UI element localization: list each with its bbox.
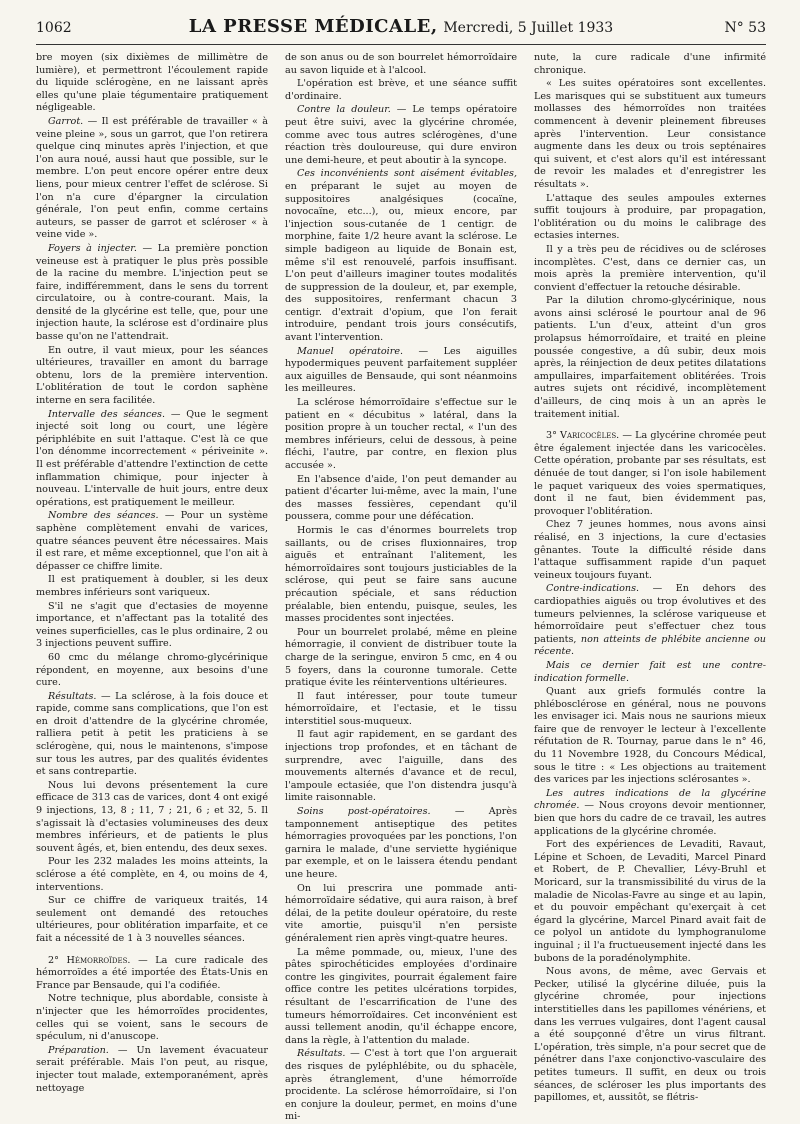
paragraph: Pour les 232 malades les moins atteints, la sclérose a été complète, en 4, ou moins de 4, interventions. xyxy=(36,856,268,893)
section-heading: 2° Hémorroïdes. xyxy=(48,954,131,966)
paragraph xyxy=(534,788,766,838)
paragraph: La sclérose hémorroïdaire s'effectue sur le patient en « décubitus » latéral, dans la position propre à un toucher rectal, « l'un des membres inférieurs, celui de dessous, à peine fléchi, l'autre, par contre, en flexion plus accusée ». xyxy=(285,397,517,471)
paragraph: Il y a très peu de récidives ou de scléroses incomplètes. C'est, dans ce dernier cas, un mois après la première intervention, qu'il convient d'effectuer la retouche désirable. xyxy=(534,243,766,293)
paragraph-text: — La glycérine chromée peut être également injectée dans les varicocèles. Cette opération, probante par ses résultats, est dénuée de tout danger, si l'on isole habilement le paquet variqueux des voies spermatiques, dont il ne faut, bien évidemment pas, provoquer l'oblitération. xyxy=(534,430,767,517)
paragraph xyxy=(36,955,268,993)
paragraph-text: — C'est à tort que l'on arguerait des risques de pyléphlébite, ou du sphacèle, après étranglement, d'une hémorroïde procidente. La sclérose hémorroïdaire, si l'on en conjure la douleur, permet, en moins d'une mi- xyxy=(285,1048,517,1123)
paragraph: Mais ce dernier fait est une contre-indication formelle. xyxy=(534,659,766,684)
section-spacer xyxy=(36,947,268,955)
paragraph: La même pommade, ou, mieux, l'une des pâtes spirochéticides employées d'ordinaire contre les gingivites, pourrait également faire office contre les petites ulcérations torpides, résultant de l'escarrification de l'une des tumeurs hémorroïdaires. Cet inconvénient est aussi tellement anodin, qu'il échappe encore, dans la règle, à l'attention du malade. xyxy=(285,946,517,1046)
paragraph: En outre, il vaut mieux, pour les séances ultérieures, travailler en amont du barrage obtenu, lors de la première intervention. L'oblitération de tout le cordon saphène interne en sera facilitée. xyxy=(36,344,268,407)
page-number: 1062 xyxy=(36,20,72,36)
paragraph: nute, la cure radicale d'une infirmité chronique. xyxy=(534,52,766,76)
paragraph-lead: Manuel opératoire. xyxy=(297,345,404,357)
paragraph-text: — Il est préférable de travailler « à veine pleine », sous un garrot, que l'on retirera quelque cinq minutes après l'injection, et que l'on aura noué, aussi haut que possible, sur le membre. L'on peut encore opérer entre deux liens, pour mieux centrer l'effet de sclérose. Si l'on n'a cure d'épargner la circulation générale, l'on peut enfin, comme certains auteurs, se passer de garrot et scléroser « à veine vide ». xyxy=(36,115,268,241)
paragraph-lead: Contre la douleur. xyxy=(297,104,391,116)
paragraph-lead: Garrot. xyxy=(48,115,84,127)
paragraph: On lui prescrira une pommade anti-hémorroïdaire sédative, qui aura raison, à bref délai, de la petite douleur opératoire, du reste vite amortie, puisqu'il n'en persiste généralement rien après vingt-quatre heures. xyxy=(285,882,517,944)
paragraph: Il est pratiquement à doubler, si les deux membres inférieurs sont variqueux. xyxy=(36,574,268,598)
paragraph-text: — Le temps opératoire peut être suivi, avec la glycérine chromée, comme avec tous autres sclérogènes, d'une réaction très douloureuse, qui dure environ une demi-heure, et peut aboutir à la syncope. xyxy=(285,104,518,166)
paragraph-lead: Soins post-opératoires. xyxy=(297,806,431,818)
issue-number: N° 53 xyxy=(724,20,766,36)
paragraph xyxy=(285,346,517,396)
paragraph: Par la dilution chromo-glycérinique, nous avons ainsi sclérosé le pourtour anal de 96 patients. L'un d'eux, atteint d'un gros prolapsus hémorroïdaire, et traité en pleine poussée congestive, a dû subir, deux mois après, la réinjection de deux petites dilatations ampullaires, imparfaitement oblitérées. Trois autres sujets ont récidivé, incomplètement d'ailleurs, de cinq mois à un an après le traitement initial. xyxy=(534,295,766,420)
paragraph: 60 cmc du mélange chromo-glycérinique répondent, en moyenne, aux besoins d'une cure. xyxy=(36,651,268,689)
paragraph: Nous avons, de même, avec Gervais et Pecker, utilisé la glycérine diluée, puis la glycérine chromée, pour injections interstitielles dans les papillomes vénériens, et dans les verrues vulgaires, dont l'agent causal a été soupçonné d'être un virus filtrant. L'opération, très simple, n'a pour secret que de pénétrer dans l'axe conjonctivo-vasculaire des petites tumeurs. Il suffit, en deux ou trois séances, de scléroser les plus importants des papillomes, et, aussitôt, se flétris- xyxy=(534,966,766,1104)
paragraph: Il faut intéresser, pour toute tumeur hémorroïdaire, et l'ectasie, et le tissu interstitiel sous-muqueux. xyxy=(285,690,517,727)
paragraph: Notre technique, plus abordable, consiste à n'injecter que les hémorroïdes procidentes, celles qui se voient, sans le secours de spéculum, ni d'anuscope. xyxy=(36,993,268,1043)
paragraph-lead: Résultats. xyxy=(297,1048,346,1060)
paragraph: Il faut agir rapidement, en se gardant des injections trop profondes, et en tâchant de surprendre, avec l'aiguille, dans des mouvements alternés d'avance et de recul, l'ampoule ectasiée, que l'on distendra jusqu'à limite raisonnable. xyxy=(285,729,517,804)
paragraph xyxy=(36,116,268,242)
paragraph: Fort des expériences de Levaditi, Ravaut, Lépine et Schoen, de Levaditi, Marcel Pinard et Robert, de P. Chevallier, Lévy-Bruhl et Moricard, sur la transmissibilité du virus de la maladie de Nicolas-Favre au singe et au lapin, et du pouvoir empêchant qu'exerçait à cet égard la glycérine, Marcel Pinard avait fait de ce polyol un antidote du lymphogranulome inguinal ; il l'a fructueusement injecté dans les bubons de la poradénolymphite. xyxy=(534,839,766,964)
column-1 xyxy=(36,52,268,1094)
paragraph: Pour un bourrelet prolabé, même en pleine hémorragie, il convient de distribuer toute la charge de la seringue, environ 5 cmc, en 4 ou 5 foyers, dans la couronne tumorale. Cette pratique évite les réinterventions ultérieures. xyxy=(285,626,517,689)
paragraph-text: — Les aiguilles hypodermiques peuvent parfaitement suppléer aux aiguilles de Bensaude, qui sont néanmoins les meilleures. xyxy=(285,345,517,395)
column-2 xyxy=(285,52,518,1123)
paragraph-lead: Nombre des séances. xyxy=(48,510,159,522)
paragraph: L'attaque des seules ampoules externes suffit toujours à produire, par propagation, l'oblitération ou du moins le calibrage des ectasies internes. xyxy=(534,192,766,242)
paragraph: Nous lui devons présentement la cure efficace de 313 cas de varices, dont 4 ont exigé 9 injections, 13, 8 ; 11, 7 ; 21, 6 ; et 32, 5. Il s'agissait là d'ectasies volumineuses des deux membres inférieurs, et de patients le plus souvent âgés, et, bien entendu, des deux sexes. xyxy=(36,779,268,854)
paragraph-text: — Que le segment injecté soit long ou court, une légère périphlébite en suit l'attaque. C'est là ce que l'on dénomme incorrectement « périveinite ». Il est préférable d'attendre l'extinction de cette inflammation chimique, pour injecter à nouveau. L'intervalle de huit jours, entre deux opérations, est pratiquement le meilleur. xyxy=(36,408,268,508)
paragraph-text: — Nous croyons devoir mentionner, bien que hors du cadre de ce travail, les autres applications de la glycérine chromée. xyxy=(534,800,766,837)
paragraph-emphasis: non atteints de phlébite ancienne ou récente. xyxy=(534,633,766,658)
paragraph-text: — La première ponction veineuse est à pratiquer le plus près possible de la racine du membre. L'injection peut se faire, indifféremment, dans le sens du torrent circulatoire, ou à contre-courant. Mais, la densité de la glycérine est telle, que, pour une injection haute, la sclérose est d'ordinaire plus basse qu'on ne l'attendrait. xyxy=(36,242,268,343)
paragraph: « Les suites opératoires sont excellentes. Les marisques qui se substituent aux tumeurs mollasses des hémorroïdes non traitées commencent à devenir pleinement fibreuses après l'intervention. Leur consistance augmente dans les deux ou trois septénaires qui suivent, et c'est alors qu'il est intéressant de revoir les malades et d'enregistrer les résultats ». xyxy=(534,78,766,190)
paragraph: Sur ce chiffre de variqueux traités, 14 seulement ont demandé des retouches ultérieures, pour oblitération imparfaite, et ce fait a nécessité de 1 à 3 nouvelles séances. xyxy=(36,895,268,944)
paragraph-lead: Préparation. xyxy=(48,1044,109,1056)
paragraph-lead: Résultats. xyxy=(48,690,97,702)
paragraph-lead: Contre-indications. xyxy=(546,583,640,595)
paragraph xyxy=(285,806,517,882)
paragraph-text: — Un lavement évacuateur serait préférable. Mais l'on peut, au risque, injecter tout malade, extemporanément, après nettoyage xyxy=(36,1044,268,1094)
paragraph xyxy=(36,510,268,573)
header-rule xyxy=(36,44,766,45)
paragraph-lead: Ces inconvénients sont aisément évitables, xyxy=(297,168,517,180)
paragraph: bre moyen (six dixièmes de millimètre de lumière), et permettront l'écoulement rapide du liquide sclérogène, en ne laissant après elles qu'une plaie tégumentaire pratiquement négligeable. xyxy=(36,52,268,114)
page-header xyxy=(36,16,766,42)
paragraph-lead: Les autres indications de la glycérine chromée. xyxy=(534,787,766,812)
journal-title: LA PRESSE MÉDICALE, xyxy=(188,16,438,37)
paragraph-lead: Intervalle des séances. xyxy=(48,408,165,420)
section-heading: 3° Varicocèles. xyxy=(546,430,620,442)
paragraph xyxy=(36,1045,268,1095)
section-spacer xyxy=(534,422,766,430)
paragraph: de son anus ou de son bourrelet hémorroïdaire au savon liquide et à l'alcool. xyxy=(285,52,517,76)
article-body xyxy=(36,52,767,1123)
paragraph: Quant aux griefs formulés contre la phlébosclérose en général, nous ne pouvons les envisager ici. Mais nous ne saurions mieux faire que de renvoyer le lecteur à l'excellente réfutation de R. Tournay, parue dans le n° 46, du 11 Novembre 1928, du Concours Médical, sous le titre : « Les objections au traitement des varices par les injections sclérosantes ». xyxy=(534,686,766,786)
paragraph: S'il ne s'agit que d'ectasies de moyenne importance, et n'affectant pas la totalité des veines superficielles, cas le plus ordinaire, 2 ou 3 injections peuvent suffire. xyxy=(36,600,268,650)
paragraph-text: en préparant le sujet au moyen de suppositoires analgésiques (cocaïne, novocaïne, etc...), ou, mieux encore, par l'injection sous-cutanée de 1 centigr. de morphine, faite 1/2 heure avant la sclérose. Le simple badigeon au liquide de Bonain est, même s'il est renouvelé, parfois insuffisant. L'on peut d'ailleurs imaginer toutes modalités de suppression de la douleur, et, par exemple, des suppositoires, renfermant chacun 3 centigr. d'extrait d'opium, que l'on ferait introduire, pendant trois jours consécutifs, avant l'intervention. xyxy=(285,180,517,344)
paragraph: En l'absence d'aide, l'on peut demander au patient d'écarter lui-même, avec la main, l'une des masses fessières, cependant qu'il poussera, comme pour une défécation. xyxy=(285,473,517,523)
paragraph xyxy=(36,409,268,510)
column-3 xyxy=(534,52,767,1104)
paragraph-text: — La sclérose, à la fois douce et rapide, comme sans complications, que l'on est en droit d'attendre de la glycérine chromée, ralliera petit à petit les praticiens à se sclérogène, qui, nous le maintenons, s'impose sur tous les autres, par des qualités évidentes et sans contrepartie. xyxy=(36,690,268,778)
paragraph-text: — Pour un système saphène complètement envahi de varices, quatre séances peuvent être nécessaires. Mais il est rare, et même exceptionnel, que l'on ait à dépasser ce chiffre limite. xyxy=(36,510,268,572)
paragraph xyxy=(285,1048,517,1124)
paragraph xyxy=(534,583,766,659)
paragraph xyxy=(534,430,766,518)
paragraph-text: — Après tamponnement antiseptique des petites hémorragies provoquées par les ponctions, l'on garnira le malade, d'une serviette hygiénique par exemple, et on le laissera étendu pendant une heure. xyxy=(285,806,517,880)
paragraph: Hormis le cas d'énormes bourrelets trop saillants, ou de crises fluxionnaires, trop aiguës et entraînant l'alitement, les hémorroïdaires sont toujours justiciables de la sclérose, qui peut se faire sans aucune précaution spéciale, et sans réduction préalable, bien entendu, puisque, seules, les masses procidentes sont injectées. xyxy=(285,524,517,625)
journal-masthead xyxy=(36,16,766,37)
paragraph-lead: Foyers à injecter. xyxy=(48,242,137,254)
paragraph-text: — En dehors des cardiopathies aiguës ou trop évolutives et des tumeurs pelviennes, la sclérose variqueuse et hémorroïdaire peut s'effectuer chez tous patients, xyxy=(534,583,766,645)
paragraph xyxy=(36,691,268,779)
paragraph xyxy=(285,104,517,167)
issue-date: Mercredi, 5 Juillet 1933 xyxy=(443,20,614,36)
paragraph: L'opération est brève, et une séance suffit d'ordinaire. xyxy=(285,78,517,102)
paragraph xyxy=(36,243,268,344)
paragraph: Chez 7 jeunes hommes, nous avons ainsi réalisé, en 3 injections, la cure d'ectasies gênantes. Toute la difficulté réside dans l'attaque suffisamment rapide d'un paquet veineux toujours fuyant. xyxy=(534,519,766,581)
paragraph-text: — La cure radicale des hémorroïdes a été importée des États-Unis en France par Bensaude, qui l'a codifiée. xyxy=(36,954,268,991)
paragraph xyxy=(285,168,517,344)
